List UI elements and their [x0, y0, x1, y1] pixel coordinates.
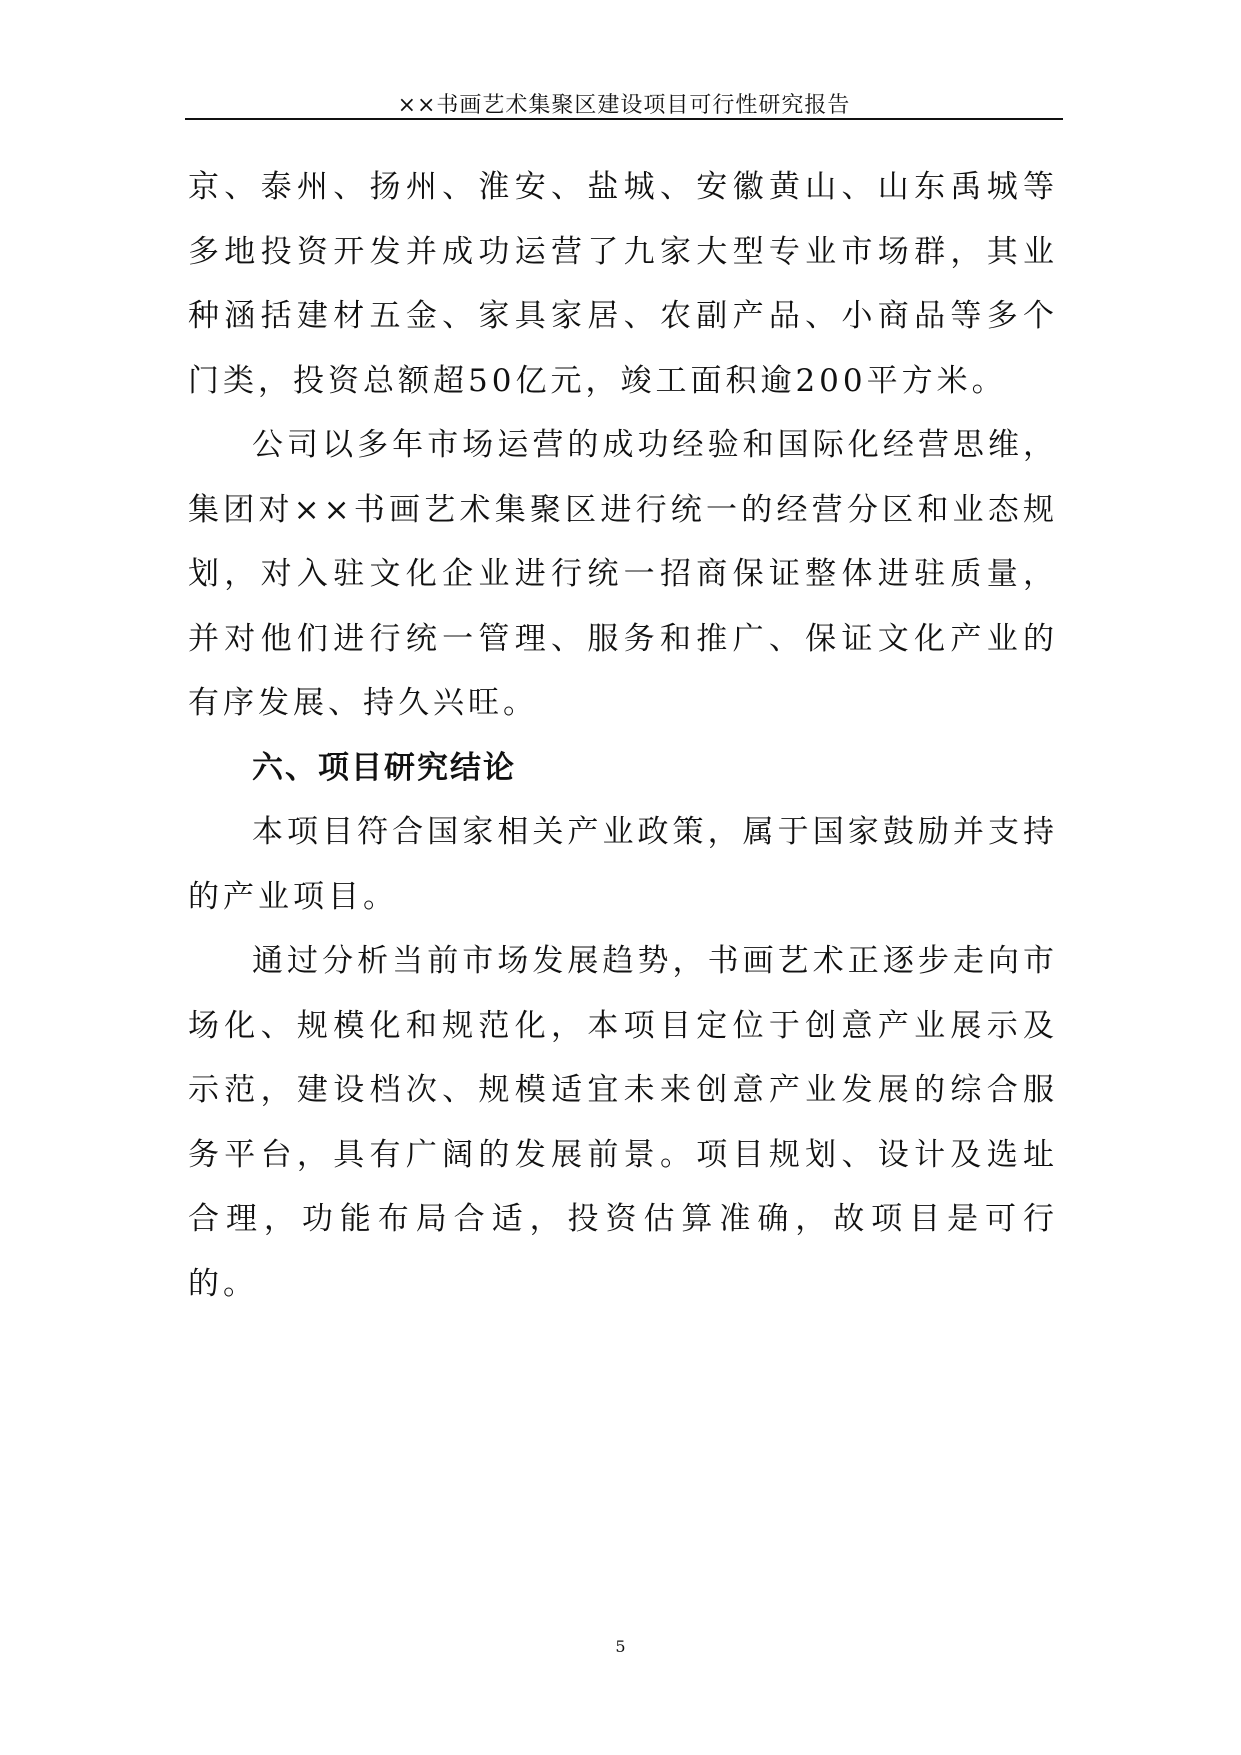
paragraph-policy-compliance: 本项目符合国家相关产业政策，属于国家鼓励并支持的产业项目。 [188, 814, 1058, 915]
header-rule [185, 118, 1063, 120]
paragraph-feasibility-conclusion: 通过分析当前市场发展趋势，书画艺术正逐步走向市场化、规模化和规范化，本项目定位于创意产业展示及示范，建设档次、规模适宜未来创意产业发展的综合服务平台，具有广阔的发展前景。项目规划、设计及选址合理，功能布局合适，投资估算准确，故项目是可行的。 [188, 943, 1058, 1302]
page-number: 5 [615, 1637, 626, 1656]
paragraph-company-markets: 京、泰州、扬州、淮安、盐城、安徽黄山、山东禹城等多地投资开发并成功运营了九家大型专业市场群，其业种涵括建材五金、家具家居、农副产品、小商品等多个门类，投资总额超50亿元，竣工面积逾200平方米。 [188, 169, 1058, 399]
page-header: ××书画艺术集聚区建设项目可行性研究报告 [397, 93, 851, 118]
section-heading-conclusion: 六、项目研究结论 [252, 749, 516, 786]
document-body [188, 155, 1058, 1316]
paragraph-company-planning: 公司以多年市场运营的成功经验和国际化经营思维，集团对××书画艺术集聚区进行统一的经营分区和业态规划，对入驻文化企业进行统一招商保证整体进驻质量，并对他们进行统一管理、服务和推广、保证文化产业的有序发展、持久兴旺。 [188, 427, 1058, 721]
